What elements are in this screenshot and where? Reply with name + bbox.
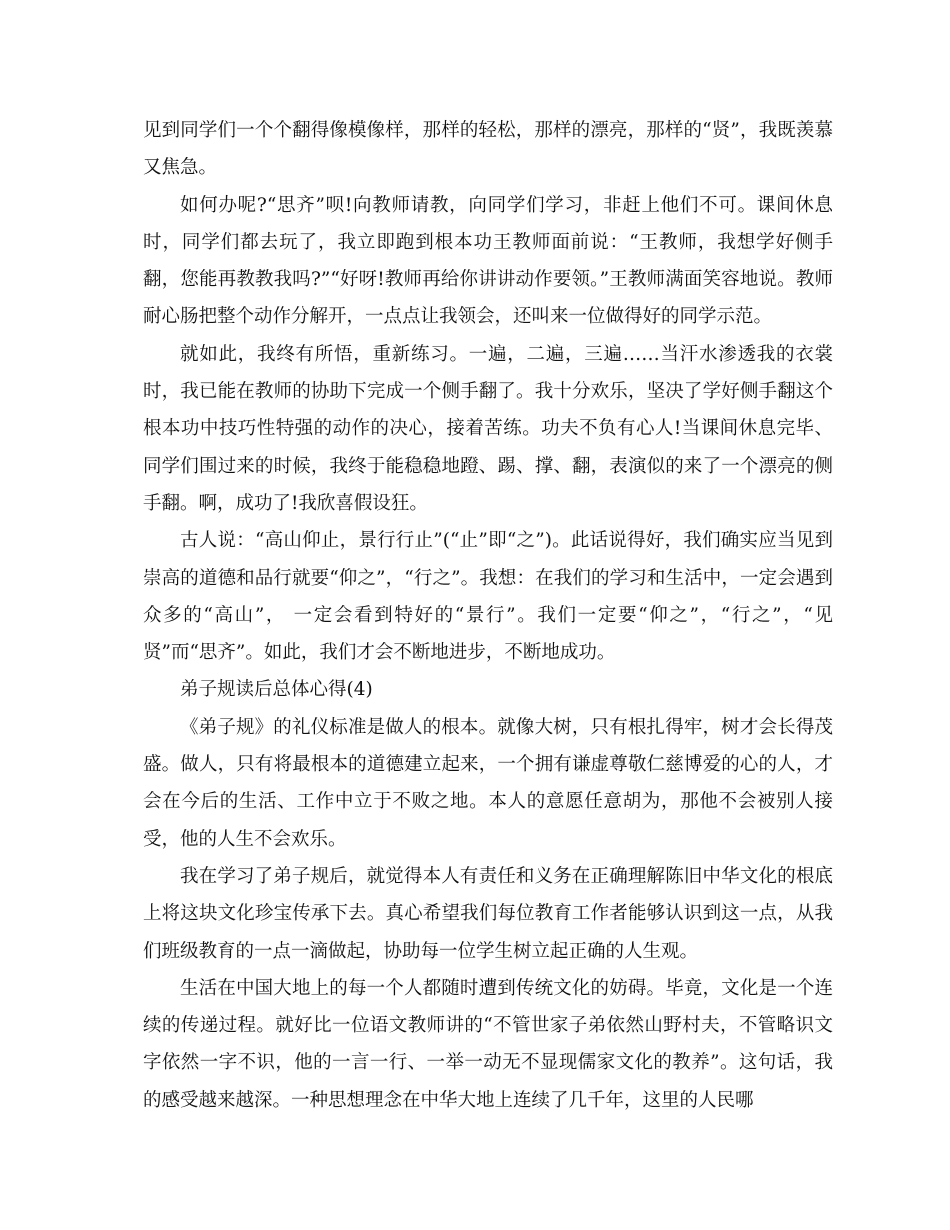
paragraph-1: 见到同学们一个个翻得像模像样，那样的轻松，那样的漂亮，那样的“贤”，我既羡慕又焦急。 (143, 120, 833, 179)
paragraph-5: 《弟子规》的礼仪标准是做人的根本。就像大树，只有根扎得牢，树才会长得茂盛。做人，只有将最根本的道德建立起来，一个拥有谦虚尊敬仁慈博爱的心的人，才会在今后的生活、工作中立于不败之地。本人的意愿任意胡为，那他不会被别人接受，他的人生不会欢乐。 (143, 716, 833, 850)
paragraph-3: 就如此，我终有所悟，重新练习。一遍，二遍，三遍……当汗水渗透我的衣裳时，我已能在教师的协助下完成一个侧手翻了。我十分欢乐，坚决了学好侧手翻这个根本功中技巧性特强的动作的决心，接着苦练。功夫不负有心人!当课间休息完毕、同学们围过来的时候，我终于能稳稳地蹬、踢、撑、翻，表演似的来了一个漂亮的侧手翻。啊，成功了!我欣喜假设狂。 (143, 343, 833, 514)
paragraph-6: 我在学习了弟子规后，就觉得本人有责任和义务在正确理解陈旧中华文化的根底上将这块文化珍宝传承下去。真心希望我们每位教育工作者能够认识到这一点，从我们班级教育的一点一滴做起，协助每一位学生树立起正确的人生观。 (143, 865, 833, 962)
document-body (143, 112, 833, 1119)
paragraph-4: 古人说：“高山仰止，景行行止”(“止”即“之”)。此话说得好，我们确实应当见到崇高的道德和品行就要“仰之”，“行之”。我想：在我们的学习和生活中，一定会遇到众多的“高山”， 一定会看到特好的“景行”。我们一定要“仰之”，“行之”，“见贤”而“思齐”。如此，我们才会不断地进步，不断地成功。 (143, 530, 833, 664)
section-heading: 弟子规读后总体心得(4) (180, 679, 373, 701)
paragraph-7: 生活在中国大地上的每一个人都随时遭到传统文化的妨碍。毕竟，文化是一个连续的传递过程。就好比一位语文教师讲的“不管世家子弟依然山野村夫，不管略识文字依然一字不识，他的一言一行、一举一动无不显现儒家文化的教养”。这句话，我的感受越来越深。一种思想理念在中华大地上连续了几千年，这里的人民哪 (143, 977, 833, 1111)
paragraph-2: 如何办呢?“思齐”呗!向教师请教，向同学们学习，非赶上他们不可。课间休息时，同学们都去玩了，我立即跑到根本功王教师面前说：“王教师，我想学好侧手翻，您能再教教我吗?”“好呀!教师再给你讲讲动作要领。”王教师满面笑容地说。教师耐心肠把整个动作分解开，一点点让我领会，还叫来一位做得好的同学示范。 (143, 194, 833, 328)
